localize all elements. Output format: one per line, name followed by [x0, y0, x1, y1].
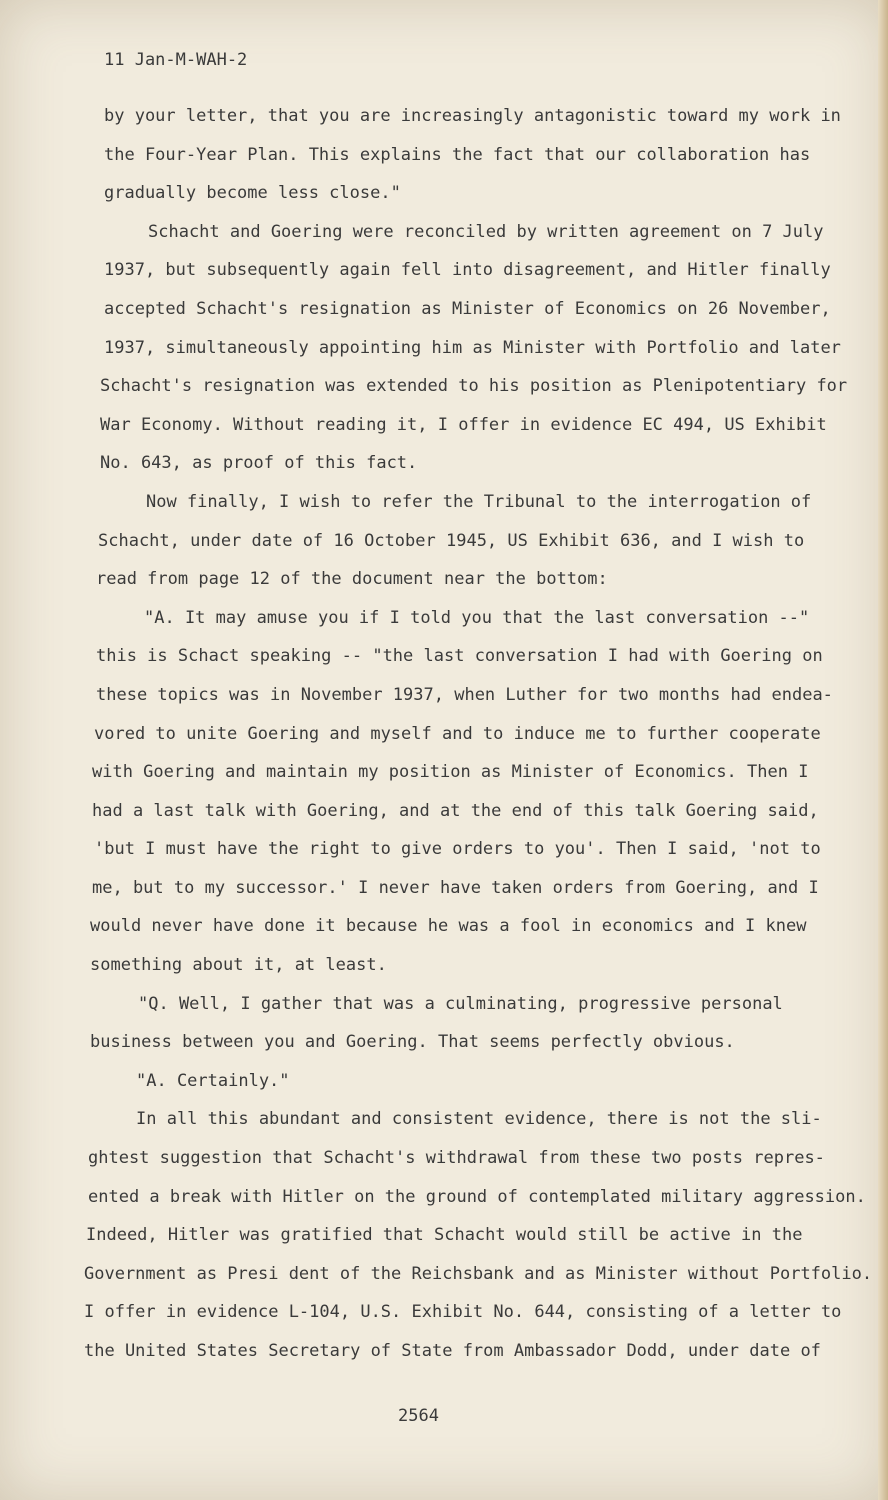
- quote-first-line: "Q. Well, I gather that was a culminating, progressive personal: [138, 993, 783, 1014]
- text-line: this is Schact speaking -- "the last conversation I had with Goering on: [96, 646, 823, 667]
- page-edge: [878, 0, 888, 1500]
- text-line: I offer in evidence L-104, U.S. Exhibit No. 644, consisting of a letter to: [84, 1302, 842, 1323]
- paragraph-first-line: Now finally, I wish to refer the Tribunal to the interrogation of: [146, 491, 812, 512]
- text-line: the United States Secretary of State from Ambassador Dodd, under date of: [84, 1341, 821, 1361]
- text-line: the Four-Year Plan. This explains the fact that our collaboration has: [104, 144, 811, 165]
- text-line: gradually become less close.": [104, 183, 401, 204]
- text-line: No. 643, as proof of this fact.: [100, 453, 418, 474]
- page-number: 2564: [398, 1406, 439, 1426]
- text-line: would never have done it because he was a fool in economics and I knew: [90, 916, 807, 937]
- text-line: 1937, but subsequently again fell into disagreement, and Hitler finally: [104, 260, 831, 281]
- text-line: by your letter, that you are increasingly antagonistic toward my work in: [104, 106, 841, 126]
- text-line: me, but to my successor.' I never have taken orders from Goering, and I: [92, 877, 819, 898]
- text-line: ghtest suggestion that Schacht's withdrawal from these two posts repres-: [88, 1148, 825, 1169]
- text-line: something about it, at least.: [90, 955, 387, 976]
- text-line: 'but I must have the right to give orders to you'. Then I said, 'not to: [94, 839, 821, 860]
- text-line: Indeed, Hitler was gratified that Schacht would still be active in the: [86, 1225, 803, 1246]
- text-line: Government as Presi dent of the Reichsbank and as Minister without Portfolio.: [84, 1263, 873, 1284]
- quote-first-line: "A. Certainly.": [136, 1070, 290, 1091]
- document-reference: 11 Jan-M-WAH-2: [104, 50, 248, 70]
- paragraph-first-line: Schacht and Goering were reconciled by written agreement on 7 July: [148, 221, 824, 242]
- paragraph-first-line: In all this abundant and consistent evidence, there is not the sli-: [136, 1109, 822, 1130]
- text-line: accepted Schacht's resignation as Minister of Economics on 26 November,: [104, 298, 831, 319]
- text-line: ented a break with Hitler on the ground of contemplated military aggression.: [88, 1186, 866, 1207]
- text-line: these topics was in November 1937, when Luther for two months had endea-: [96, 684, 833, 705]
- document-body: [84, 106, 873, 1380]
- text-line: with Goering and maintain my position as Minister of Economics. Then I: [92, 762, 809, 783]
- quote-first-line: "A. It may amuse you if I told you that the last conversation --": [144, 607, 810, 628]
- text-line: vored to unite Goering and myself and to induce me to further cooperate: [94, 723, 821, 744]
- text-line: Schacht, under date of 16 October 1945, US Exhibit 636, and I wish to: [98, 530, 805, 551]
- text-line: War Economy. Without reading it, I offer in evidence EC 494, US Exhibit: [100, 414, 827, 435]
- text-line: business between you and Goering. That seems perfectly obvious.: [90, 1032, 735, 1053]
- text-line: had a last talk with Goering, and at the end of this talk Goering said,: [92, 800, 819, 821]
- text-line: Schacht's resignation was extended to his position as Plenipotentiary for: [100, 376, 848, 397]
- text-line: read from page 12 of the document near the bottom:: [96, 569, 608, 590]
- text-line: 1937, simultaneously appointing him as Minister with Portfolio and later: [104, 337, 841, 358]
